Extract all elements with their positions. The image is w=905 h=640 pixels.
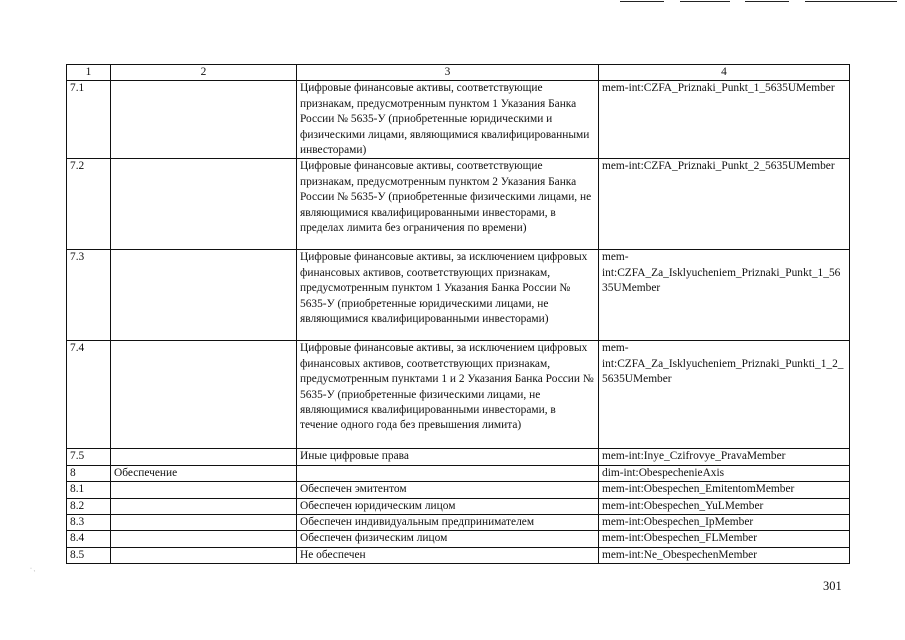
- top-rule-3: [745, 1, 789, 2]
- row-description: Цифровые финансовые активы, за исключением цифровых финансовых активов, соответствующих признакам, предусмотренным пунктами 1 и 2 Указания Банка России № 5635-У (приобретенные физическими лицами, не являющимися квалифицированными инвесторами, в течение одного года без превышения лимита): [297, 341, 599, 449]
- row-description: Цифровые финансовые активы, соответствующие признакам, предусмотренным пунктом 1 Указания Банка России № 5635-У (приобретенные юридическими и физическими лицами, являющимися квалифицированными инвесторами): [297, 81, 599, 159]
- row-code: mem-int:CZFA_Priznaki_Punkt_2_5635UMember: [599, 159, 850, 250]
- row-description: Иные цифровые права: [297, 449, 599, 465]
- row-description: Обеспечен физическим лицом: [297, 531, 599, 547]
- header-cell-1: 1: [67, 65, 111, 81]
- row-name: [111, 81, 297, 159]
- table-row: [67, 498, 850, 514]
- codes-table: [66, 64, 850, 564]
- row-number: 8.2: [67, 498, 111, 514]
- row-name: [111, 547, 297, 563]
- header-cell-4: 4: [599, 65, 850, 81]
- row-number: 7.2: [67, 159, 111, 250]
- row-number: 7.1: [67, 81, 111, 159]
- row-name: [111, 341, 297, 449]
- row-number: 7.4: [67, 341, 111, 449]
- table-row: [67, 547, 850, 563]
- row-description: Обеспечен эмитентом: [297, 482, 599, 498]
- row-description: Обеспечен юридическим лицом: [297, 498, 599, 514]
- row-code: mem-int:Obespechen_EmitentomMember: [599, 482, 850, 498]
- row-name: [111, 449, 297, 465]
- row-description: [297, 465, 599, 481]
- row-description: Цифровые финансовые активы, соответствующие признакам, предусмотренным пунктом 2 Указания Банка России № 5635-У (приобретенные физическими лицами, не являющимися квалифицированными инвесторами, в пределах лимита без ограничения по времени): [297, 159, 599, 250]
- row-description: Не обеспечен: [297, 547, 599, 563]
- top-rule-2: [680, 1, 730, 2]
- row-description: Цифровые финансовые активы, за исключением цифровых финансовых активов, соответствующих признакам, предусмотренным пунктом 1 Указания Банка России № 5635-У (приобретенные юридическими лицами, не являющимися квалифицированными инвесторами): [297, 250, 599, 341]
- row-code: mem-int:Ne_ObespechenMember: [599, 547, 850, 563]
- row-code: mem-int:CZFA_Za_Isklyucheniem_Priznaki_Punkt_1_5635UMember: [599, 250, 850, 341]
- top-rule-4: [805, 1, 897, 2]
- table-row: [67, 465, 850, 481]
- row-code: mem-int:CZFA_Za_Isklyucheniem_Priznaki_Punkti_1_2_5635UMember: [599, 341, 850, 449]
- row-number: 7.3: [67, 250, 111, 341]
- row-code: mem-int:Obespechen_FLMember: [599, 531, 850, 547]
- row-name: Обеспечение: [111, 465, 297, 481]
- row-code: dim-int:ObespechenieAxis: [599, 465, 850, 481]
- table-row: [67, 482, 850, 498]
- row-number: 8.4: [67, 531, 111, 547]
- row-code: mem-int:CZFA_Priznaki_Punkt_1_5635UMember: [599, 81, 850, 159]
- row-name: [111, 159, 297, 250]
- row-number: 8.1: [67, 482, 111, 498]
- page-number: 301: [823, 579, 842, 593]
- row-number: 8.3: [67, 515, 111, 531]
- row-name: [111, 531, 297, 547]
- row-number: 8: [67, 465, 111, 481]
- row-number: 7.5: [67, 449, 111, 465]
- table-row: [67, 531, 850, 547]
- row-code: mem-int:Inye_Czifrovye_PravaMember: [599, 449, 850, 465]
- scan-mark: · ˎ: [30, 566, 36, 572]
- table-row: [67, 250, 850, 341]
- top-rule-1: [620, 1, 664, 2]
- row-code: mem-int:Obespechen_YuLMember: [599, 498, 850, 514]
- row-name: [111, 515, 297, 531]
- row-code: mem-int:Obespechen_IpMember: [599, 515, 850, 531]
- row-name: [111, 250, 297, 341]
- row-name: [111, 498, 297, 514]
- table-row: [67, 159, 850, 250]
- table-row: [67, 449, 850, 465]
- row-name: [111, 482, 297, 498]
- table-row: [67, 341, 850, 449]
- header-row: [67, 65, 850, 81]
- row-description: Обеспечен индивидуальным предпринимателем: [297, 515, 599, 531]
- row-number: 8.5: [67, 547, 111, 563]
- header-cell-2: 2: [111, 65, 297, 81]
- header-cell-3: 3: [297, 65, 599, 81]
- table-row: [67, 81, 850, 159]
- table-row: [67, 515, 850, 531]
